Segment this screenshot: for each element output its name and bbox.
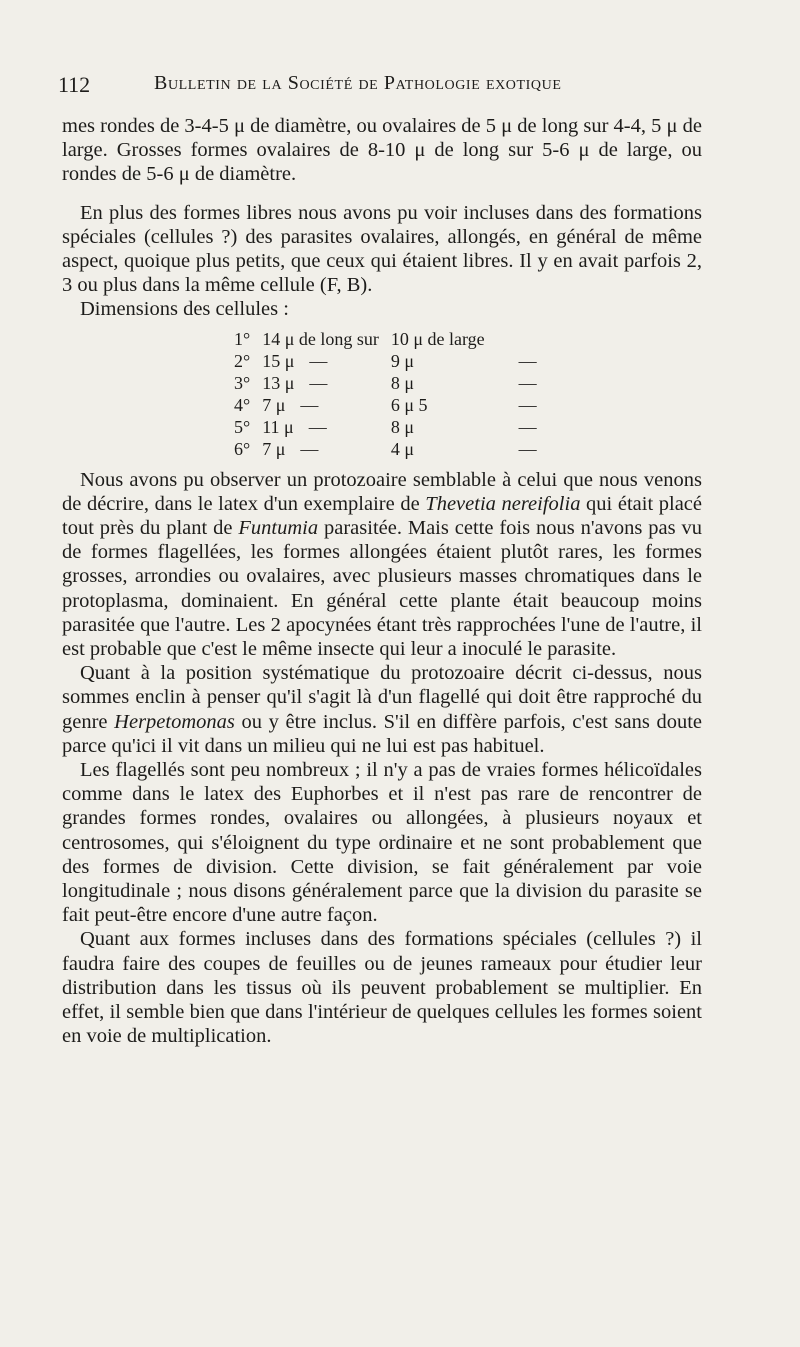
ditto-dash: — bbox=[518, 372, 537, 393]
text-run: ou y être inclus. S'il en diffère parfois, c'est sans doute parce qu'ici il vit dans un milieu qui ne lui est pas habituel. bbox=[62, 710, 702, 757]
ditto-dash: — bbox=[308, 416, 327, 437]
row-large: 10 μ de large bbox=[390, 328, 485, 349]
running-title: Bulletin de la Société de Pathologie exotique bbox=[154, 72, 562, 94]
row-long bbox=[256, 416, 385, 438]
row-large: 6 μ 5 bbox=[390, 394, 428, 415]
ditto-dash: — bbox=[309, 350, 328, 371]
genus-name: Herpetomonas bbox=[114, 710, 235, 733]
paragraph-thevetia bbox=[62, 468, 702, 662]
ditto-dash: — bbox=[300, 438, 319, 459]
page-number: 112 bbox=[58, 72, 91, 97]
ditto-dash: — bbox=[300, 394, 319, 415]
row-long bbox=[256, 438, 385, 460]
row-large: 4 μ bbox=[390, 438, 414, 459]
text-run: qui était placé tout près du plant de bbox=[62, 492, 702, 540]
ditto-dash: — bbox=[518, 394, 537, 415]
row-index: 1° bbox=[234, 328, 251, 349]
table-row bbox=[228, 416, 565, 438]
row-large: 8 μ bbox=[390, 372, 414, 393]
ditto-dash: — bbox=[518, 416, 537, 437]
row-index: 3° bbox=[234, 372, 251, 393]
row-index: 6° bbox=[234, 438, 251, 459]
text-run: parasitée. Mais cette fois nous n'avons pas vu de formes flagellées, les formes allongées étaient plutôt rares, les formes grosses, arrondies ou ovalaires, avec plusieurs masses chromatiques dans le protoplasma, dominaient. En général cette plante était beaucoup moins parasitée que l'autre. Les 2 apocynées étant très rapprochées l'une de l'autre, il est probable que c'est le même insecte qui leur a inoculé le parasite. bbox=[62, 517, 702, 661]
paragraph-flagelles: Les flagellés sont peu nombreux ; il n'y a pas de vraies formes hélicoïdales comme dans le latex des Euphorbes et il n'est pas rare de rencontrer de grandes formes rondes, ovalaires ou allongées, à plusieurs noyaux et centrosomes, qui s'éloignent du type ordinaire et ne sont probablement que des formes de division. Cette division, se fait généralement par voie longitudinale ; nous disons généralement parce que la division du parasite se fait peut-être encore d'une autre façon. bbox=[62, 759, 702, 927]
row-long bbox=[256, 394, 385, 416]
row-long: 14 μ de long sur bbox=[262, 328, 379, 349]
row-long bbox=[256, 350, 385, 372]
long-value: 7 μ bbox=[262, 438, 286, 459]
page-header bbox=[58, 72, 748, 102]
row-index: 4° bbox=[234, 394, 251, 415]
ditto-dash: — bbox=[309, 372, 328, 393]
paragraph-continuation: mes rondes de 3-4-5 μ de diamètre, ou ovalaires de 5 μ de long sur 4-4, 5 μ de large. Grosses formes ovalaires de 8-10 μ de long sur 5-6 μ de large, ou rondes de 5-6 μ de diamètre. bbox=[62, 115, 702, 186]
genus-name: Funtumia bbox=[238, 517, 319, 540]
row-long bbox=[256, 372, 385, 394]
species-name: Thevetia nereifolia bbox=[425, 492, 581, 515]
body-text bbox=[62, 114, 702, 1049]
table-row bbox=[228, 350, 565, 372]
text-run: Nous avons pu observer un protozoaire semblable à celui que nous venons de décrire, dans le latex d'un exemplaire de bbox=[62, 468, 702, 515]
row-large: 9 μ bbox=[390, 350, 414, 371]
long-value: 13 μ bbox=[262, 372, 295, 393]
table-row bbox=[228, 438, 565, 460]
paragraph-incluses: En plus des formes libres nous avons pu voir incluses dans des formations spéciales (cellules ?) des parasites ovalaires, allongés, en général de même aspect, quoique plus petits, que ceux qui étaient libres. Il y en avait parfois 2, 3 ou plus dans la même cellule (F, B). bbox=[62, 201, 702, 297]
dimensions-heading: Dimensions des cellules : bbox=[80, 298, 289, 321]
ditto-dash: — bbox=[518, 438, 537, 459]
row-large: 8 μ bbox=[390, 416, 414, 437]
table-row bbox=[228, 328, 565, 350]
long-value: 7 μ bbox=[262, 394, 286, 415]
long-value: 11 μ bbox=[262, 416, 294, 437]
paragraph-formes-incluses: Quant aux formes incluses dans des formations spéciales (cellules ?) il faudra faire des coupes de feuilles ou de jeunes rameaux pour étudier leur distribution dans les tissus où ils peuvent probablement se multiplier. En effet, il semble bien que dans l'intérieur de quelques cellules les formes soient en voie de multiplication. bbox=[62, 928, 702, 1048]
row-index: 2° bbox=[234, 350, 251, 371]
row-index: 5° bbox=[234, 416, 251, 437]
text-run: Quant à la position systématique du protozoaire décrit ci-dessus, nous sommes enclin à penser qu'il s'agit là d'un flagellé qui doit être rapproché du genre bbox=[62, 662, 702, 733]
paragraph-position bbox=[62, 661, 702, 758]
table-row bbox=[228, 394, 565, 416]
long-value: 15 μ bbox=[262, 350, 295, 371]
dimensions-table bbox=[228, 328, 565, 460]
ditto-dash: — bbox=[518, 350, 537, 371]
table-row bbox=[228, 372, 565, 394]
